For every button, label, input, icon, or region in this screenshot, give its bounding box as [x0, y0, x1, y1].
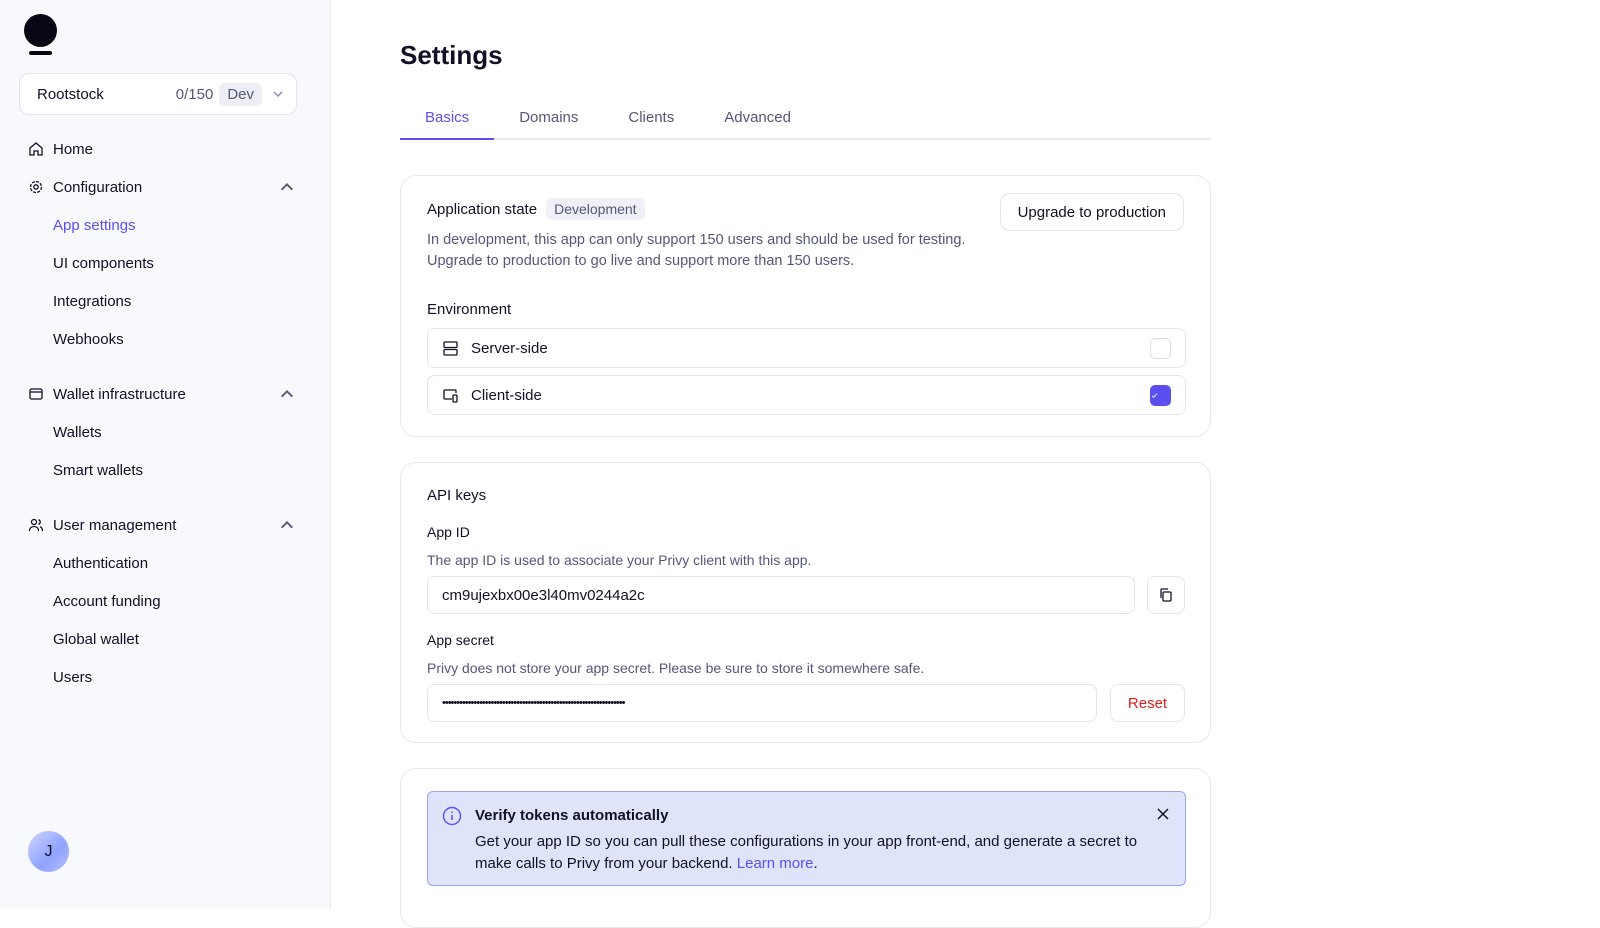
- tab-domains[interactable]: Domains: [519, 109, 579, 126]
- client-side-checkbox[interactable]: [1150, 385, 1171, 406]
- tab-bar: [400, 104, 1211, 140]
- server-side-checkbox[interactable]: [1150, 338, 1171, 359]
- chevron-down-icon: [272, 88, 284, 100]
- alert-title: Verify tokens automatically: [475, 807, 669, 824]
- app-secret-label: App secret: [427, 632, 494, 648]
- app-state-description: In development, this app can only support 150 users and should be used for testing. Upgrade to production to go live and support more than 150 users.: [427, 232, 966, 269]
- sidebar-item-app-settings[interactable]: App settings: [53, 216, 136, 234]
- env-badge: Dev: [219, 83, 262, 106]
- app-secret-help: Privy does not store your app secret. Please be sure to store it somewhere safe.: [427, 660, 925, 676]
- app-state-label: Application state: [427, 200, 538, 218]
- avatar[interactable]: J: [28, 831, 69, 872]
- sidebar-item-ui-components[interactable]: UI components: [53, 254, 154, 272]
- app-selector[interactable]: [19, 73, 297, 115]
- sidebar-group-configuration[interactable]: Configuration: [0, 168, 331, 206]
- close-icon[interactable]: [1157, 808, 1169, 820]
- env-option-client-side[interactable]: Client-side: [427, 375, 1186, 415]
- sidebar-item-home[interactable]: Home: [0, 130, 331, 168]
- status-badge: Development: [546, 198, 645, 220]
- app-secret-field[interactable]: ••••••••••••••••••••••••••••••••••••••••••••••••••••••••••••••••: [427, 684, 1097, 722]
- alert-text: Get your app ID so you can pull these configurations in your app front-end, and generate a secret to make calls to Privy from your backend. Learn more.: [475, 833, 1138, 872]
- upgrade-button[interactable]: Upgrade to production: [1000, 193, 1184, 231]
- learn-more-link[interactable]: Learn more: [736, 855, 814, 872]
- sidebar-nav: [0, 130, 331, 696]
- server-icon: [442, 340, 459, 357]
- chevron-up-icon: [279, 517, 295, 533]
- sidebar-group-user-management[interactable]: User management: [0, 506, 331, 544]
- verify-tokens-card: [400, 768, 1211, 928]
- sidebar-item-smart-wallets[interactable]: Smart wallets: [53, 461, 144, 479]
- sidebar-item-account-funding[interactable]: Account funding: [53, 592, 161, 610]
- wallet-icon: [28, 386, 44, 402]
- users-icon: [28, 517, 44, 533]
- app-state-card: [400, 175, 1211, 437]
- api-keys-title: API keys: [427, 487, 487, 504]
- chevron-up-icon: [279, 386, 295, 402]
- user-count: 0/150: [175, 85, 214, 103]
- reset-button[interactable]: Reset: [1110, 684, 1185, 722]
- privy-logo[interactable]: [24, 14, 57, 58]
- home-icon: [28, 141, 44, 157]
- copy-button[interactable]: [1147, 576, 1185, 614]
- copy-icon: [1158, 587, 1174, 603]
- sidebar-group-wallet-infrastructure[interactable]: Wallet infrastructure: [0, 375, 331, 413]
- gear-icon: [28, 179, 44, 195]
- app-name: Rootstock: [37, 85, 104, 103]
- check-icon: [1151, 387, 1158, 404]
- sidebar-item-wallets[interactable]: Wallets: [53, 423, 102, 441]
- sidebar-item-authentication[interactable]: Authentication: [53, 554, 149, 572]
- env-option-server-side[interactable]: Server-side: [427, 328, 1186, 368]
- sidebar-item-users[interactable]: Users: [53, 668, 93, 686]
- environment-label: Environment: [427, 301, 512, 318]
- app-id-field[interactable]: cm9ujexbx00e3l40mv0244a2c: [427, 576, 1135, 614]
- tab-advanced[interactable]: Advanced: [724, 109, 791, 126]
- devices-icon: [442, 387, 459, 404]
- api-keys-card: [400, 462, 1211, 743]
- app-id-label: App ID: [427, 524, 470, 540]
- chevron-up-icon: [279, 179, 295, 195]
- info-icon: [442, 806, 462, 826]
- sidebar-item-global-wallet[interactable]: Global wallet: [53, 630, 139, 648]
- tab-basics[interactable]: Basics: [400, 104, 494, 140]
- sidebar: [0, 0, 331, 909]
- sidebar-item-webhooks[interactable]: Webhooks: [53, 330, 124, 348]
- page-title: Settings: [400, 40, 503, 70]
- tab-clients[interactable]: Clients: [628, 109, 675, 126]
- info-alert: [427, 791, 1186, 886]
- sidebar-item-integrations[interactable]: Integrations: [53, 292, 132, 310]
- app-id-help: The app ID is used to associate your Privy client with this app.: [427, 552, 812, 568]
